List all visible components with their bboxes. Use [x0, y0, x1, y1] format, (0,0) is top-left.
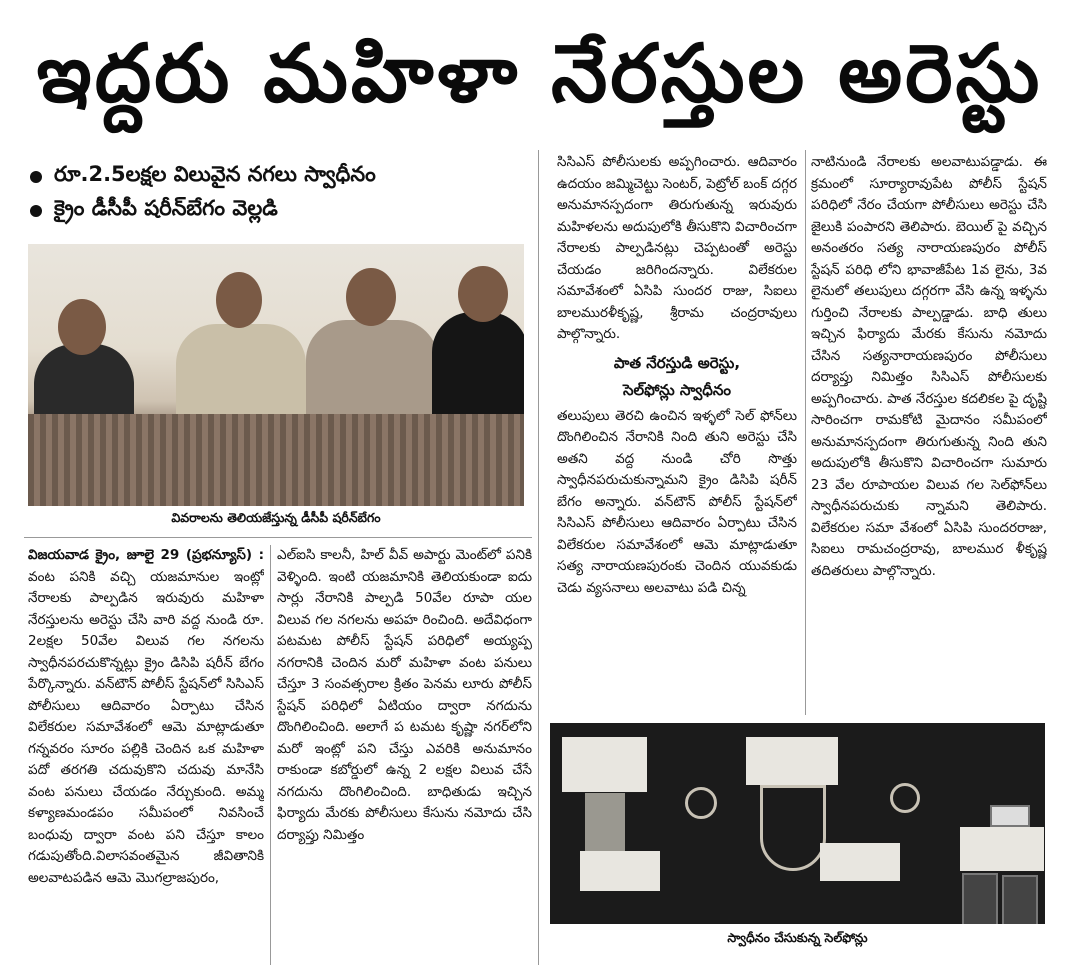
column-text: ఎల్ఐసి కాలనీ, హిల్ వీవ్ అపార్టు మెంట్‌లో పనికి వెళ్ళింది. ఇంటి యజమానికి తెలియకుండా ఐదు సార్లు నేరానికి పాల్పడి 50వేల రూపా యల విలువ గల నగలను అపహ రించింది. అదేవిధంగా పటమట పోలీస్ స్టేషన్ పరిధిలో అయ్యప్ప నగరానికి చెందిన మరో మహిళా వంట పనులు చేస్తూ 3 సంవత్సరాల క్రితం పెనమ లూరు పోలీస్ స్టేషన్ పరిధిలో ఏటియం ద్వారా నగదును దొంగిలించింది. అలాగే ప టమట కృష్ణా నగర్‌లోని మరో ఇంట్లో పని చేస్తు ఎవరికి అనుమానం రాకుండా కబోర్డులో ఉన్న 2 లక్షల విలువ చేసే నగదును దొంగిలించింది. బాధితుడు ఇచ్చిన ఫిర్యాదు మేరకు పోలీసులు కేసును నమోదు చేసి దర్యాప్తు నిమిత్తం: [277, 547, 532, 843]
bullet-list: [30, 160, 530, 228]
column-text: తలుపులు తెరచి ఉంచిన ఇళ్ళలో సెల్ ఫోన్‌లు దొంగిలించిన నేరానికి నింది తుని అరెస్టు చేసి అతని వద్ద నుండి చోరి సొత్తు స్వాధీనపరుచుకున్నామని క్రైం డిసిపి షరీన్ బేగం అన్నారు. వన్‌టౌన్ పోలీస్ స్టేషన్‌లో సిసిఎస్ పోలీసులు ఆదివారం ఏర్పాటు చేసిన విలేకరుల సమావేశంలో ఆమె మాట్లాడుతూ సత్య నారాయణపురంకు చెందిన యువకుడు చెడు వ్యసనాలు అలవాటు పడి చిన్న: [557, 407, 797, 596]
photo-table: [28, 414, 524, 506]
bullet-text: రూ.2.5లక్షల విలువైన నగలు స్వాధీనం: [54, 162, 376, 186]
bullet-item: [30, 194, 530, 228]
photo-phone: [990, 805, 1030, 827]
photo-person-head: [346, 268, 396, 326]
seized-items-photo: [550, 723, 1045, 924]
subheading-line: పాత నేరస్తుడి అరెస్టు,: [613, 353, 741, 372]
photo-phone: [962, 873, 998, 924]
photo-bangle: [685, 787, 717, 819]
column-divider: [538, 150, 539, 965]
headline: ఇద్దరు మహిళా నేరస్తుల అరెస్టు: [36, 27, 1043, 120]
photo-label-card: [746, 737, 838, 785]
photo-phone: [1002, 875, 1038, 924]
photo-person-head: [458, 266, 508, 322]
bullet-item: [30, 160, 530, 194]
press-meet-photo: [28, 244, 524, 506]
bullet-text: క్రైం డీసీపీ షరీన్‌బేగం వెల్లడి: [54, 196, 278, 220]
photo-person-head: [58, 299, 106, 355]
subheading: [557, 350, 797, 404]
divider: [24, 537, 532, 538]
photo-label-card: [562, 737, 647, 792]
column-divider: [805, 150, 806, 715]
photo-necklace: [760, 785, 826, 871]
column-text: వంట పనికి వచ్చి యజమానుల ఇంట్లో నేరాలకు పాల్పడిన ఇరువురు మహిళా నేరస్తులను అరెస్టు చేసి వారి వద్ద నుండి రూ. 2లక్షల 50వేల విలువ గల నగలను స్వాధీనపరచుకొన్నట్లు క్రైం డిసిపి షరీన్ బేగం పేర్కొన్నారు. వన్‌టౌన్ పోలీస్ స్టేషన్‌లో సిసిఎస్ పోలీసులు ఆదివారం ఏర్పాటు చేసిన విలేకరుల సమావేశంలో ఆమె మాట్లాడుతూ గన్నవరం సూరం పల్లికి చెందిన ఒక మహిళా పదో తరగతి చదువుకొని చదువు మానేసి వంట పనులు చేయడం నేర్చుకుంది. అమ్మ కళ్యాణమండపం సమీపంలో నివసించే బంధువు ద్వారా వంట పని చేస్తూ కాలం గడుపుతోంది.విలాసవంతమైన జీవితానికి అలవాటపడిన ఆమె మొగల్రాజపురం,: [28, 568, 264, 886]
article-column-1: [28, 545, 264, 965]
article-column-4: [811, 152, 1047, 717]
column-text: సిసిఎస్ పోలీసులకు అప్పగించారు. ఆదివారం ఉదయం జమ్మిచెట్టు సెంటర్, పెట్రోల్ బంక్ దగ్గర అనుమానస్పదంగా తిరుగుతున్న ఇరువురు మహిళలను అదుపులోకి తీసుకొని విచారించగా నేరాలకు పాల్పడినట్లు చెప్పటంతో అరెస్టు చేయడం జరిగిందన్నారు. విలేకరుల సమావేశంలో ఏసిపి సుందర రాజు, సిఐలు బాలమురళీకృష్ణ, శ్రీరామ చంద్రరావులు పాల్గొన్నారు.: [557, 154, 797, 342]
article-column-2: [277, 545, 532, 965]
bullet-dot-icon: [30, 171, 42, 183]
photo-label-card: [820, 843, 900, 881]
column-divider: [270, 545, 271, 965]
photo1-caption: వివరాలను తెలియజేస్తున్న డీసీపీ షరీన్‌బేగం: [171, 510, 381, 525]
photo-bangle: [890, 783, 920, 813]
photo-label-card: [580, 851, 660, 891]
photo2-caption: స్వాధీనం చేసుకున్న సెల్‌ఫోన్లు: [727, 930, 868, 945]
dateline: విజయవాడ క్రైం, జూలై 29 (ప్రభన్యూస్) :: [28, 547, 264, 563]
photo-label-card: [960, 827, 1044, 871]
column-text: నాటినుండి నేరాలకు అలవాటుపడ్డాడు. ఈ క్రమంలో సూర్యారావుపేట పోలీస్ స్టేషన్ పరిధిలో నేరం చేయగా పోలీసులు అరెస్టు చేసి జైలుకి పంపారని తెలిపారు. బెయిల్ పై వచ్చిన అనంతరం సత్య నారాయణపురం పోలీస్ స్టేషన్ పరిధి లోని భావాజీపేట 1వ లైను, 3వ లైనులో తలుపులు దగ్గరగా వేసి ఉన్న ఇళ్ళను గుర్తించి నేరాలకు పాల్పడ్డాడు. బాధి తులు ఇచ్చిన ఫిర్యాదు మేరకు కేసును నమోదు చేసిన సత్యనారాయణపురం పోలీసులు దర్యాప్తు నిమిత్తం సిసిఎస్ పోలీసులకు అప్పగించారు. పాత నేరస్తుల కదలికల పై దృష్టి సారించగా రామకోటి మైదానం సమీపంలో అనుమానస్పదంగా తిరుగుతున్న నింది తుని అదుపులోకి తీసుకొని విచారించగా సుమారు 23 వేల రూపాయల విలువ గల సెల్‌ఫోన్‌లు స్వాధీనపరుచుకు న్నామని తెలిపారు. విలేకరుల సమా వేశంలో ఏసిపి సుందరరాజు, సిఐలు రామచంద్రరావు, బాలముర ళీకృష్ణ తదితరులు పాల్గొన్నారు.: [811, 154, 1047, 579]
bullet-dot-icon: [30, 205, 42, 217]
subheading-line: సెల్‌ఫోన్లు స్వాధీనం: [623, 380, 731, 399]
photo-person-head: [216, 272, 262, 328]
article-column-3: [557, 152, 797, 717]
